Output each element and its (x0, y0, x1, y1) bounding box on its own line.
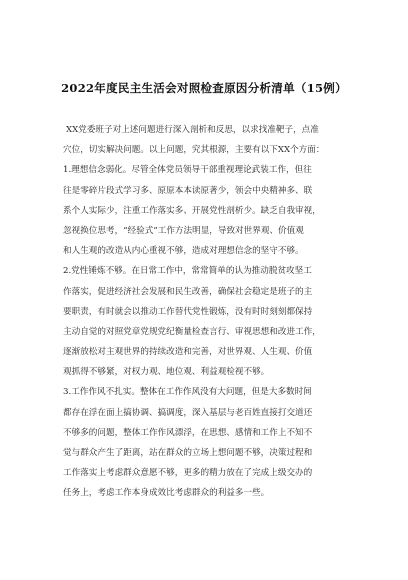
paragraph-line: 忽视换位思考，“经验式”工作方法明显，导致对世界观、价值观 (63, 225, 304, 236)
paragraph-line: 观抓得不够紧，对权力观、地位观、利益观检视不够。 (63, 367, 270, 378)
paragraph-line: 不够多的问题，整体工作作风漂浮，在思想、感情和工作上不知不 (63, 427, 313, 438)
document-body (63, 120, 353, 504)
paragraph-line: 主动自觉的对照党章党规党纪衡量检查言行、审视思想和改进工作， (63, 326, 321, 337)
paragraph-line: 作落实，促进经济社会发展和民生改善，确保社会稳定是班子的主 (63, 286, 313, 297)
paragraph-line: XX党委班子对上述问题进行深入剖析和反思，以求找准靶子，点准 (66, 125, 319, 135)
paragraph-line: 都存在浮在面上搞协调、搞调度，深入基层与老百姓直接打交道还 (63, 407, 313, 418)
paragraph-line: 往是零碎片段式学习多、原原本本读原著少，领会中央精神多、联 (63, 185, 313, 196)
paragraph-line: 穴位，切实解决问题。以上问题，究其根源，主要有以下XX个方面： (63, 145, 325, 156)
paragraph-line: 逐渐放松对主观世界的持续改造和完善，对世界观、人生观、价值 (63, 347, 313, 358)
section-line: 1.理想信念弱化。尽管全体党员领导干部重视理论武装工作，但往 (63, 165, 312, 176)
document-title: 2022年度民主生活会对照检查原因分析清单（15例） (61, 81, 347, 95)
paragraph-line: 要职责，有时就会以推动工作替代党性锻炼，没有时时刻刻都保持 (63, 306, 313, 317)
paragraph-line: 任务上，考虑工作本身成效比考虑群众的利益多一些。 (63, 488, 270, 499)
section-line: 3.工作作风不扎实。整体在工作作风没有大问题，但是大多数时间 (63, 387, 312, 398)
paragraph-line: 工作落实上考虑群众意愿不够，更多的精力放在了完成上级交办的 (63, 468, 313, 479)
paragraph-line: 系个人实际少，注重工作落实多、开展党性剖析少。缺乏自我审视， (63, 205, 321, 216)
paragraph-line: 觉与群众产生了距离，站在群众的立场上想问题不够，决策过程和 (63, 448, 313, 458)
section-line: 2.党性锤炼不够。在日常工作中，常常简单的认为推动脱贫攻坚工 (63, 266, 312, 277)
paragraph-line: 和人生观的改造从内心重视不够，造成对理想信念的坚守不够。 (63, 246, 304, 257)
